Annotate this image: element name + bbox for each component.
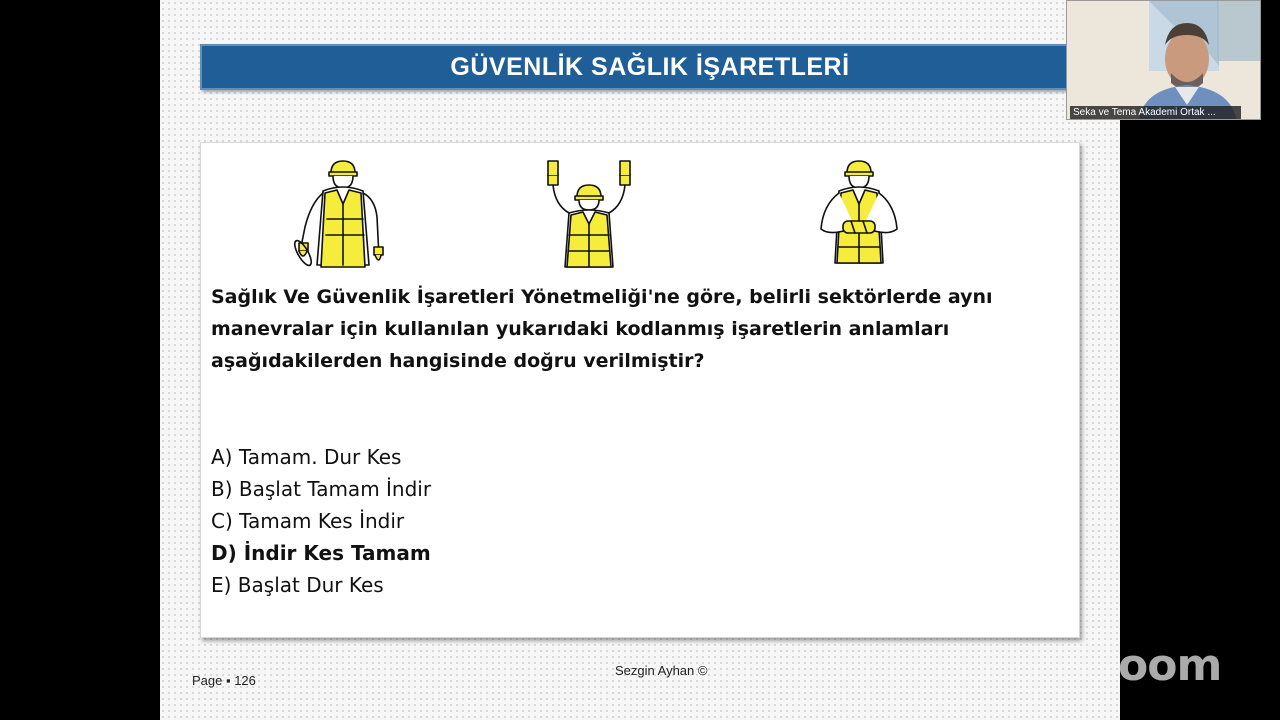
author-credit: Sezgin Ayhan © [615,663,708,678]
participant-video-icon [1067,1,1261,120]
presentation-slide [160,0,1120,720]
question-line: aşağıdakilerden hangisinde doğru verilmiştir? [211,350,705,372]
worker-signal-lower-icon [283,157,393,273]
zoom-watermark: oom [1118,640,1222,691]
option-e: E) Başlat Dur Kes [211,573,384,597]
option-c: C) Tamam Kes İndir [211,509,405,533]
participant-video-tile[interactable] [1066,0,1261,120]
page-number: Page ▪ 126 [192,673,256,688]
slide-title-bar [200,44,1070,90]
option-a: A) Tamam. Dur Kes [211,445,402,469]
answer-options [211,441,431,601]
participant-name-label: Seka ve Tema Akademi Ortak ... [1070,106,1241,120]
question-line: manevralar için kullanılan yukarıdaki kodlanmış işaretlerin anlamları [211,318,950,340]
slide-title: GÜVENLİK SAĞLIK İŞARETLERİ [450,52,850,81]
option-b: B) Başlat Tamam İndir [211,477,432,501]
worker-signal-stop-icon [539,155,639,271]
question-text [211,281,1031,377]
question-card [200,142,1080,638]
question-line: Sağlık Ve Güvenlik İşaretleri Yönetmeliği'ne göre, belirli sektörlerde aynı [211,286,993,308]
option-d: D) İndir Kes Tamam [211,541,431,565]
worker-signal-end-icon [809,157,909,269]
